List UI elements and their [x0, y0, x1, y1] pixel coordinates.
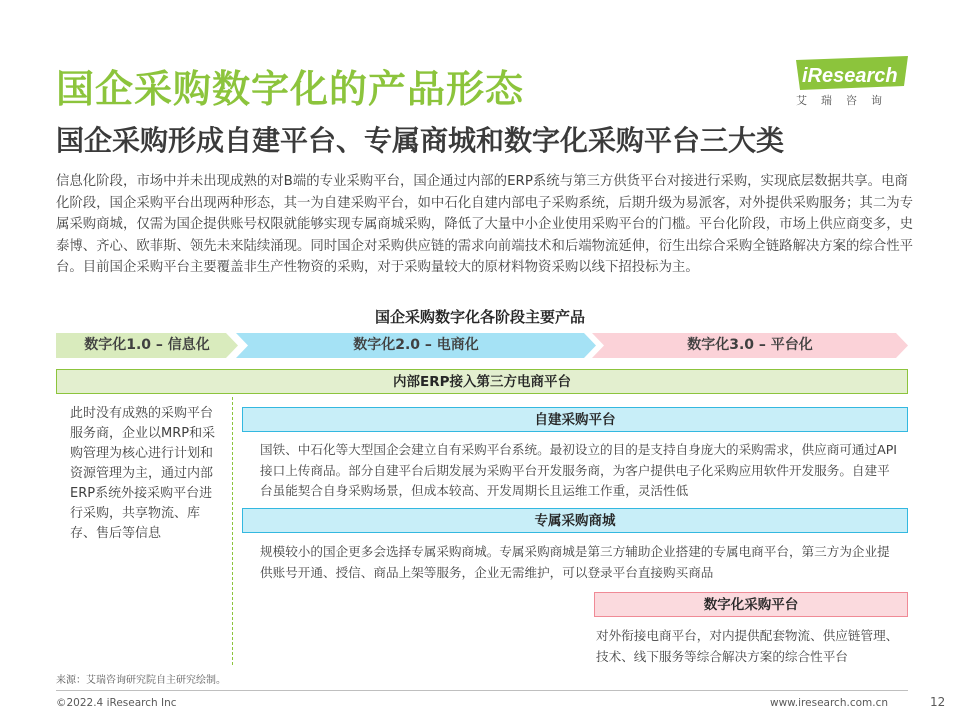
- stage-3-arrow: [592, 333, 908, 358]
- stage-divider: [232, 397, 233, 665]
- stage-1-description: 此时没有成熟的采购平台服务商，企业以MRP和采购管理为核心进行计划和资源管理为主，通过内部ERP系统外接采购平台进行采购，共享物流、库存、售后等信息: [70, 406, 216, 541]
- exclusive-mall-bar: 专属采购商城: [242, 508, 908, 533]
- digital-platform-bar: 数字化采购平台: [594, 592, 908, 617]
- page-subtitle: 国企采购形成自建平台、专属商城和数字化采购平台三大类: [56, 124, 785, 157]
- intro-paragraph: 信息化阶段，市场中并未出现成熟的对B端的专业采购平台，国企通过内部的ERP系统与第三方供货平台对接进行采购，实现底层数据共享。电商化阶段，国企采购平台出现两种形态，其一为自建采购平台，如中石化自建内部电子采购系统，后期升级为易派客，对外提供采购服务；其二为专属采购商城，仅需为国企提供账号权限就能够实现专属商城采购，降低了大量中小企业使用采购平台的门槛。平台化阶段，市场上供应商变多，史泰博、齐心、欧菲斯、领先未来陆续涌现。同时国企对采购供应链的需求向前端技术和后端物流延伸，衍生出综合采购全链路解决方案的综合性平台。目前国企采购平台主要覆盖非生产性物资的采购，对于采购量较大的原材料物资采购以线下招投标为主。: [56, 174, 913, 276]
- footer-divider: [56, 690, 908, 691]
- erp-bar: 内部ERP接入第三方电商平台: [56, 369, 908, 394]
- source-note: 来源：艾瑞咨询研究院自主研究绘制。: [56, 675, 226, 686]
- digital-platform-description: 对外衔接电商平台，对内提供配套物流、供应链管理、技术、线下服务等综合解决方案的综合性平台: [596, 628, 899, 664]
- stage-2-label: 数字化2.0 – 电商化: [353, 337, 479, 353]
- stage-2-arrow: [236, 333, 596, 358]
- logo-tagline: 艾瑞咨询: [796, 94, 896, 107]
- stage-3-label: 数字化3.0 – 平台化: [687, 337, 813, 353]
- exclusive-mall-description: 规模较小的国企更多会选择专属采购商城。专属采购商城是第三方辅助企业搭建的专属电商平台，第三方为企业提供账号开通、授信、商品上架等服务，企业无需维护，可以登录平台直接购买商品: [260, 544, 890, 580]
- stage-1-arrow: [56, 333, 238, 358]
- footer-copyright: ©2022.4 iResearch Inc: [56, 697, 177, 709]
- page-title: 国企采购数字化的产品形态: [56, 67, 525, 111]
- logo-brand-text: iResearch: [802, 65, 898, 87]
- stage-1-label: 数字化1.0 – 信息化: [84, 337, 210, 353]
- self-built-platform-bar: 自建采购平台: [242, 407, 908, 432]
- footer-website: www.iresearch.com.cn: [770, 697, 889, 709]
- self-built-platform-description: 国铁、中石化等大型国企会建立自有采购平台系统。最初设立的目的是支持自身庞大的采购需求，供应商可通过API接口上传商品。部分自建平台后期发展为采购平台开发服务商，为客户提供电子化采购应用软件开发服务。自建平台虽能契合自身采购场景，但成本较高、开发周期长且运维工作重，灵活性低: [260, 442, 898, 498]
- page-number: 12: [930, 695, 946, 709]
- chart-title: 国企采购数字化各阶段主要产品: [374, 308, 585, 326]
